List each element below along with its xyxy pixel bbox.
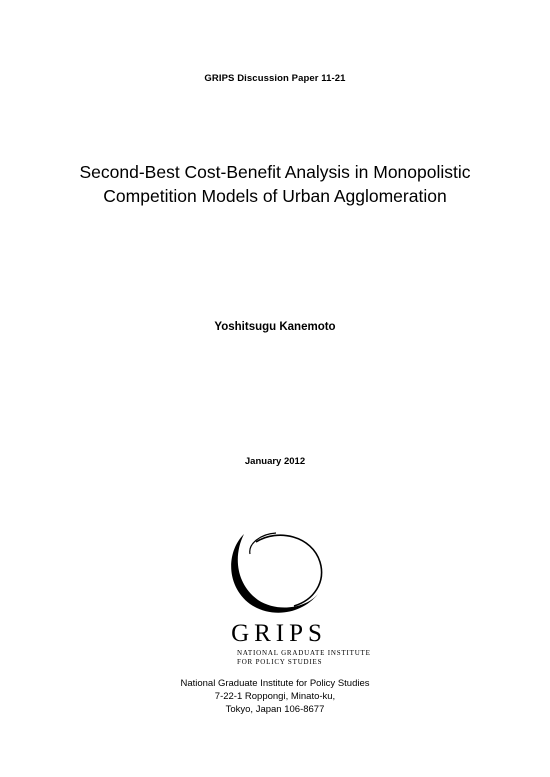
institution-address: [0, 677, 550, 716]
logo-wordmark: GRIPS: [231, 620, 327, 647]
grips-ring-logo-icon: [220, 520, 330, 620]
paper-title: [0, 160, 550, 208]
logo-subtitle-line-2: FOR POLICY STUDIES: [237, 658, 323, 666]
publication-date: January 2012: [244, 456, 306, 467]
series-label: GRIPS Discussion Paper 11-21: [204, 73, 346, 84]
author-name: Yoshitsugu Kanemoto: [214, 321, 336, 333]
institution-name: National Graduate Institute for Policy Studies: [180, 678, 370, 689]
address-line-1: 7-22-1 Roppongi, Minato-ku,: [214, 691, 336, 702]
address-line-2: Tokyo, Japan 106-8677: [225, 704, 325, 715]
paper-title-line-2: Competition Models of Urban Agglomeration: [103, 186, 447, 206]
paper-title-line-1: Second-Best Cost-Benefit Analysis in Monopolistic: [79, 162, 471, 182]
logo-subtitle-line-1: NATIONAL GRADUATE INSTITUTE: [237, 649, 371, 657]
